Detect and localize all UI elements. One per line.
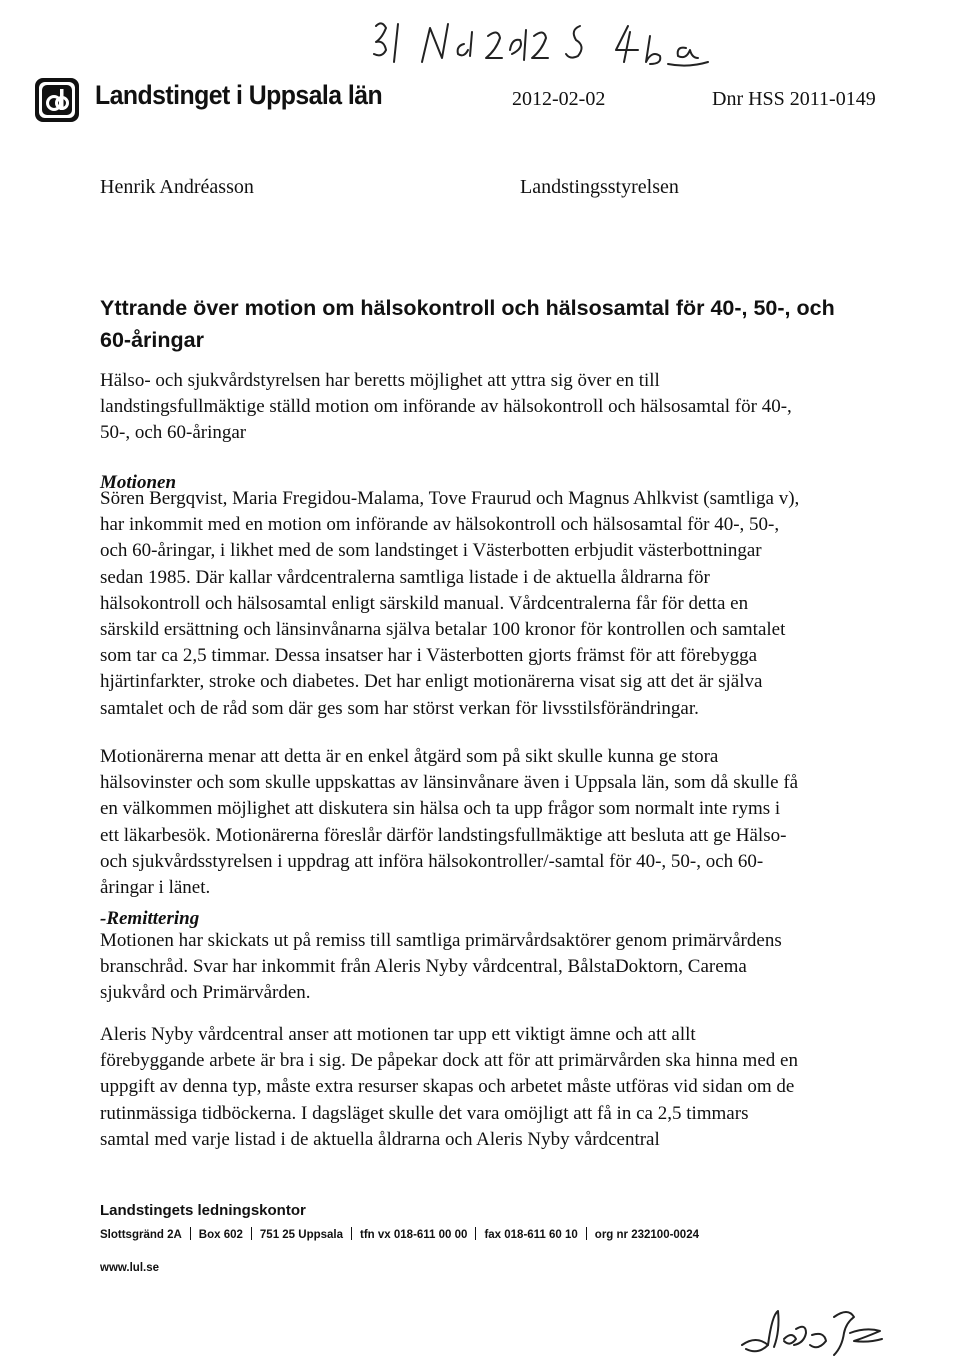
motion-paragraph-1: Sören Bergqvist, Maria Fregidou-Malama, Tove Fraurud och Magnus Ahlkvist (samtliga v), har inkommit med en motion om införande av hälsokontroll och hälsosamtal för 40-, 50-, och 60-åringar, i likhet med de som landstinget i Västerbotten erbjudit västerbottningar sedan 1985. Där kallar vårdcentralerna samtliga listade i de aktuella åldrarna för hälsokontroll och hälsosamtal enligt särskild manual. Vårdcentralerna får för detta en särskild ersättning och länsinvånarna själva betalar 100 kronor för kontrollen och samtalet som tar ca 2,5 timmar. Dessa insatser har i Västerbotten gjorts främst för att förebygga hjärtinfarkter, stroke och diabetes. Det har enligt motionärerna visat sig att det är själva samtalet och de råd som där ges som har störst verkan för livsstilsförändringar. xyxy=(100,488,800,719)
author-name: Henrik Andréasson xyxy=(100,176,254,198)
footer-divider xyxy=(190,1227,191,1240)
footer-fax: fax 018-611 60 10 xyxy=(484,1229,578,1241)
document-title: Yttrande över motion om hälsokontroll och hälsosamtal för 40-, 50-, och 60-åringar xyxy=(100,296,835,352)
document-date: 2012-02-02 xyxy=(512,88,606,110)
footer-divider xyxy=(475,1227,476,1240)
motion-paragraph-2: Motionärerna menar att detta är en enkel åtgärd som på sikt skulle kunna ge stora hälsovinster och som skulle uppskattas av länsinvånare även i Uppsala län, som då skulle få en välkommen möjlighet att diskutera sin hälsa och ta upp frågor som normalt inte ryms i ett läkarbesök. Motionärerna föreslår därför landstingsfullmäktige att besluta att ge Hälso- och sjukvårdsstyrelsen i uppdrag att införa hälsokontroller/-samtal för 40-, 50-, och 60-åringar i länet. xyxy=(100,746,799,899)
footer-divider xyxy=(351,1227,352,1240)
document-number: Dnr HSS 2011-0149 xyxy=(712,88,876,110)
handwritten-note xyxy=(368,14,748,74)
motion-heading: Motionen xyxy=(100,472,177,493)
footer-orgnr: org nr 232100-0024 xyxy=(594,1229,699,1241)
intro-paragraph: Hälso- och sjukvårdstyrelsen har beretts möjlighet att yttra sig över en till landstingsfullmäktige ställd motion om införande av hälsokontroll och hälsosamtal för 40-, 50-, och 60-åringar xyxy=(100,370,792,444)
footer-address: Slottsgränd 2A xyxy=(100,1229,182,1241)
aleris-paragraph: Aleris Nyby vårdcentral anser att motionen tar upp ett viktigt ämne och att allt förebyggande arbete är bra i sig. De påpekar dock att för att primärvården ska hinna med en uppgift av denna typ, måste extra resurser skapas och arbetet måste utföras vid sidan om de rutinmässiga tidböckerna. I dagsläget skulle det vara omöjligt att få in ca 2,5 timmars samtal med varje listad i de aktuella åldrarna och Aleris Nyby vårdcentral xyxy=(100,1024,798,1150)
remittering-paragraph: Motionen har skickats ut på remiss till samtliga primärvårdsaktörer genom primärvårdens branschråd. Svar har inkommit från Aleris Nyby vårdcentral, BålstaDoktorn, Carema sjukvård och Primärvården. xyxy=(100,930,782,1004)
footer-postal: 751 25 Uppsala xyxy=(259,1229,344,1241)
footer-divider xyxy=(251,1227,252,1240)
footer-website: www.lul.se xyxy=(100,1262,160,1274)
handwritten-signature xyxy=(738,1305,898,1365)
landstinget-logo xyxy=(34,77,80,123)
organization-name: Landstinget i Uppsala län xyxy=(95,80,383,110)
footer-divider xyxy=(586,1227,587,1240)
remittering-heading: -Remittering xyxy=(100,908,200,929)
footer-phone: tfn vx 018-611 00 00 xyxy=(360,1229,468,1241)
recipient-department: Landstingsstyrelsen xyxy=(520,176,679,198)
footer-contact-line xyxy=(100,1227,699,1241)
footer-title: Landstingets ledningskontor xyxy=(100,1202,306,1219)
footer-box: Box 602 xyxy=(198,1229,243,1241)
